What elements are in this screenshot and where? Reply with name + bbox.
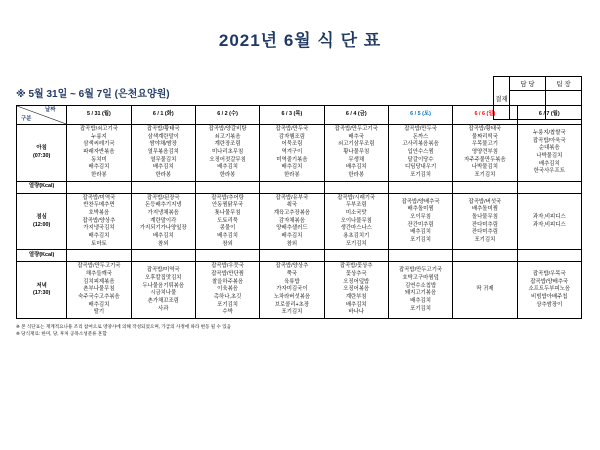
menu-item: 잡곡밥/양배추국: [401, 198, 440, 205]
menu-item: 잡곡밥/꽃상추: [339, 263, 373, 270]
day-header-7: 6 / 7 (월): [517, 106, 581, 125]
menu-item: 돼지고기볶음: [404, 290, 437, 297]
menu-item: 토마토: [91, 240, 107, 247]
menu-item: 오징어덮밥: [343, 278, 370, 285]
menu-item: 감자햄조림: [278, 133, 305, 140]
menu-cell-lunch-6: [453, 193, 517, 250]
meal-name-lunch: 점심: [36, 213, 47, 220]
menu-item: 잡곡밥/만두국: [275, 126, 309, 132]
menu-item: 미소국맛: [345, 210, 367, 217]
menu-item: 포기김치: [410, 236, 431, 243]
menu-item: 삼색계란말이: [147, 133, 179, 140]
menu-item: 파래자반볶음: [83, 149, 115, 156]
menu-item: 김연수소칩밥: [404, 282, 437, 289]
menu-item: 안동찜닭무국: [211, 202, 244, 209]
kcal-lunch-0: [67, 250, 131, 262]
menu-cell-lunch-7: [517, 193, 581, 250]
menu-item: 김치피제볶음: [83, 278, 115, 285]
menu-item: 한라봉: [219, 172, 236, 179]
menu-item: 꽃상추국: [345, 271, 367, 278]
day-header-3: 6 / 3 (목): [260, 106, 324, 125]
menu-item: 잡곡밥/만두국: [404, 126, 437, 132]
kcal-breakfast-4: [324, 181, 388, 193]
menu-item: 촌부나물무침: [83, 286, 115, 293]
menu-item: 포기김치: [474, 172, 496, 179]
menu-cell-dinner-2: [195, 262, 259, 319]
menu-item: 한국사우프트: [533, 168, 565, 175]
period-label: ※ 5월 31일 ~ 6월 7일 (은천요양원): [16, 89, 170, 100]
day-header-2: 6 / 2 (수): [195, 106, 259, 125]
footnote-1: ※ 본 식단표는 재계적요나용 조리 참여으로 영양사에 의해 작성되었으며, 가급의 사정에 따라 변동 될 수 있음: [16, 324, 232, 330]
meal-label-breakfast: [17, 125, 67, 182]
menu-item: 상추쌈장이: [536, 301, 563, 308]
menu-cell-dinner-0: [67, 262, 131, 319]
menu-item: 누룽지: [91, 133, 107, 140]
menu-cell-lunch-1: [131, 193, 195, 250]
kcal-row-lunch: [17, 250, 582, 262]
menu-item: 잡곡밥/미역국: [82, 194, 116, 201]
kcal-lunch-2: [195, 250, 259, 262]
menu-item: 오징어볶음: [343, 286, 370, 293]
meal-name-dinner: 저녁: [36, 282, 47, 289]
kcal-breakfast-1: [131, 181, 195, 193]
menu-cell-lunch-2: [195, 193, 259, 250]
menu-item: 숙주국수고추볶음: [78, 294, 120, 301]
menu-item: 쇠고기삼무조림: [338, 141, 375, 148]
menu-cell-lunch-4: [324, 193, 388, 250]
menu-cell-breakfast-1: [131, 125, 195, 182]
menu-item: 수박: [222, 309, 233, 316]
menu-item: 배추김치: [281, 164, 303, 171]
menu-item: 배추김치: [345, 301, 367, 308]
kcal-lunch-5: [388, 250, 452, 262]
menu-item: 누룽지/찹쌀국: [532, 129, 566, 136]
kcal-lunch-3: [260, 250, 324, 262]
menu-cell-breakfast-7: [517, 125, 581, 182]
menu-item: 잡곡밥/우목국: [532, 271, 566, 278]
menu-item: 잡곡밥/유부국: [275, 194, 309, 201]
menu-item: 참외: [222, 240, 233, 247]
menu-item: 계육고추장볶음: [273, 210, 311, 217]
menu-cell-dinner-6: [453, 262, 517, 319]
meal-row-breakfast: [17, 125, 582, 182]
approval-sign-2[interactable]: [546, 91, 582, 120]
menu-item: 포기김치: [410, 305, 431, 312]
menu-item: 계란말이각: [150, 217, 177, 224]
corner-top-label: 날짜: [45, 107, 56, 113]
menu-item: 잡곡밥/만두고기국: [77, 263, 121, 270]
menu-item: 쌈야채/쌈장: [149, 141, 178, 148]
menu-item: 잔다미추림: [471, 229, 498, 236]
day-header-5: 6 / 5 (토): [388, 106, 452, 125]
menu-item: 돈까스: [412, 133, 429, 140]
menu-item: 배추국: [348, 133, 365, 140]
menu-item: 배추김치: [217, 233, 238, 240]
menu-item: 배추김치: [538, 160, 560, 167]
menu-item: 가지냉채볶음: [147, 210, 179, 217]
menu-item: 황나물무침: [343, 149, 370, 156]
menu-item: 포기김치: [345, 240, 367, 247]
menu-item: 소프트두부피노음: [528, 286, 571, 293]
menu-item: 삼색씨레기국: [83, 141, 115, 148]
menu-item: 포기김치: [281, 309, 303, 316]
meal-row-dinner: [17, 262, 582, 319]
menu-item: 과자,비피디스: [532, 213, 566, 220]
page-title: 2021년 6월 식 단 표: [218, 31, 382, 50]
kcal-row-breakfast: [17, 181, 582, 193]
menu-item: 잡곡밥/아욱국: [532, 137, 566, 144]
approval-box: [493, 76, 582, 120]
menu-item: 잡곡밥/양상추: [275, 263, 309, 270]
day-header-6: 6 / 6 (일): [453, 106, 517, 125]
menu-item: 두나물음기튀볶음: [142, 282, 185, 289]
menu-item: 나박물김치: [471, 164, 498, 171]
menu-item: 순대볶음: [538, 145, 560, 152]
menu-item: 배추김치: [410, 229, 431, 236]
menu-item: 돌나물무침: [471, 213, 498, 220]
menu-item: 사과: [158, 305, 169, 312]
menu-item: 바나나: [348, 309, 365, 316]
menu-cell-lunch-3: [260, 193, 324, 250]
menu-item: 노차라버섯볶음: [273, 294, 311, 301]
menu-item: 오이무침: [410, 213, 431, 220]
meal-time-dinner: (17:30): [32, 290, 51, 297]
menu-item: 배추김치: [345, 164, 367, 171]
menu-item: 배추김치: [88, 301, 110, 308]
kcal-breakfast-7: [517, 181, 581, 193]
menu-item: 촌가채꼬조림: [147, 297, 179, 304]
menu-item: 디딤당내우기: [404, 164, 437, 171]
menu-item: 배추김치: [410, 297, 431, 304]
meal-row-lunch: [17, 193, 582, 250]
menu-item: 역겨구이: [281, 149, 303, 156]
menu-item: 오후칼집맛김치: [145, 274, 182, 281]
menu-item: 브로콜리+초장: [274, 301, 310, 308]
menu-item: 자주주물만두볶음: [464, 156, 506, 163]
approval-sign-1[interactable]: [510, 91, 546, 120]
menu-item: 입안수스찜: [407, 149, 434, 156]
menu-item: 참외: [286, 240, 298, 247]
menu-item: 배추돌미찜: [407, 206, 434, 213]
menu-item: 계란장조림: [214, 141, 241, 148]
menu-item: 비빔밥아배주칩: [531, 294, 568, 301]
day-header-0: 5 / 31 (월): [67, 106, 131, 125]
menu-table: [16, 105, 582, 319]
menu-cell-lunch-5: [388, 193, 452, 250]
menu-item: 가지되기가나양잎장: [139, 225, 187, 232]
menu-item: 포기김치: [410, 172, 431, 179]
menu-item: 잡곡밥/양갈비탕: [208, 126, 247, 132]
meal-name-breakfast: 아침: [36, 145, 47, 152]
menu-item: 촉하나,초깃: [213, 294, 242, 301]
menu-item: 과자,비피디스: [532, 221, 566, 228]
menu-item: 미나리초무침: [211, 149, 244, 156]
kcal-breakfast-5: [388, 181, 452, 193]
menu-item: 잡곡밥/시래기국: [337, 194, 376, 201]
menu-item: 잡곡밥/쇠고기국: [79, 126, 118, 132]
menu-item: 잡곡밥/황태국: [468, 126, 502, 132]
kcal-breakfast-6: [453, 181, 517, 193]
corner-cell: [17, 106, 67, 125]
menu-cell-breakfast-5: [388, 125, 452, 182]
menu-item: 무생채: [348, 156, 365, 163]
menu-cell-dinner-7: [517, 262, 581, 319]
menu-cell-dinner-5: [388, 262, 452, 319]
menu-item: 잡곡밥/황태국: [146, 126, 180, 132]
kcal-lunch-4: [324, 250, 388, 262]
menu-item: 열무볶음김치: [147, 149, 179, 156]
approval-row-label: 결재: [494, 77, 510, 120]
menu-item: 나박물김치: [536, 152, 563, 159]
menu-cell-breakfast-2: [195, 125, 259, 182]
menu-item: 두부조림: [345, 202, 367, 209]
menu-item: 고사리볶음볶음: [402, 141, 439, 148]
kcal-label-lunch: 열량(Kcal): [17, 250, 67, 262]
kcal-lunch-7: [517, 250, 581, 262]
menu-item: 쭉국: [286, 271, 298, 278]
kcal-label-breakfast: 열량(Kcal): [17, 181, 67, 193]
menu-item: 시금치나물: [150, 290, 177, 297]
menu-item: 우목물고기: [471, 141, 498, 148]
approval-col-1: 담 당: [510, 77, 546, 91]
menu-item: 잔다미추림: [471, 221, 498, 228]
menu-item: 육류밥: [284, 278, 300, 285]
kcal-lunch-1: [131, 250, 195, 262]
menu-item: 가지냉국김치: [83, 225, 115, 232]
menu-item: 잔간미추림: [407, 221, 434, 228]
menu-item: 배추돌미찜: [471, 206, 498, 213]
menu-document: [0, 26, 600, 450]
menu-item: 잡곡밥/버섯국: [468, 198, 502, 205]
menu-cell-breakfast-4: [324, 125, 388, 182]
menu-item: 용초김치기: [343, 233, 370, 240]
meal-label-dinner: [17, 262, 67, 319]
menu-item: 잡곡밥/양배추국: [530, 278, 569, 285]
menu-item: 호박고구마찜덮: [402, 274, 439, 281]
menu-item: 딸기: [93, 309, 105, 316]
menu-item: 배추김치: [152, 164, 174, 171]
menu-cell-breakfast-3: [260, 125, 324, 182]
menu-item: 콩물이: [219, 225, 236, 232]
menu-cell-lunch-0: [67, 193, 131, 250]
meal-time-breakfast: (07:30): [32, 152, 51, 159]
menu-item: 잡곡밥/양상추: [82, 217, 116, 224]
menu-item: 쇠고기볶음: [214, 133, 241, 140]
day-header-1: 6 / 1 (화): [131, 106, 195, 125]
kcal-lunch-6: [453, 250, 517, 262]
menu-item: 포기김치: [474, 236, 496, 243]
kcal-breakfast-2: [195, 181, 259, 193]
menu-item: 한라봉: [91, 172, 107, 179]
menu-cell-dinner-1: [131, 262, 195, 319]
corner-bottom-label: 구분: [21, 116, 32, 123]
menu-item: 계란부침: [345, 294, 367, 301]
meal-label-lunch: [17, 193, 67, 250]
menu-item: 참외: [158, 240, 169, 247]
menu-item: 잡곡밥/우뭇국: [211, 263, 244, 270]
menu-cell-breakfast-6: [453, 125, 517, 182]
menu-item: 영양견부침: [471, 149, 498, 156]
menu-item: 물짜리떡국: [471, 133, 498, 140]
menu-item: 어묵조림: [281, 141, 303, 148]
menu-item: 양배추샐러드: [276, 225, 308, 232]
menu-item: 감자채볶음: [278, 217, 305, 224]
menu-cell-breakfast-0: [67, 125, 131, 182]
menu-item: 한라봉: [284, 172, 300, 179]
menu-item: 생간마스나스: [340, 225, 372, 232]
menu-item: 배추김치: [88, 164, 110, 171]
menu-item: 포기김치: [217, 301, 238, 308]
approval-col-2: 팀 장: [546, 77, 582, 91]
menu-item: 배추김치: [152, 233, 174, 240]
menu-item: 찰을하주볶음: [211, 278, 244, 285]
footnote-2: ※ 당식재료: 한미, 당, 후처 공목소성분류 혼합: [16, 331, 107, 337]
menu-item: 도토리묵: [217, 217, 238, 224]
menu-item: 열무물김치: [150, 156, 177, 163]
day-header-4: 6 / 4 (금): [324, 106, 388, 125]
menu-item: 동치미: [91, 156, 107, 163]
menu-item: 배추김치: [281, 233, 303, 240]
menu-item: 잡곡밥/미역국: [146, 267, 180, 274]
menu-item: 오이나물무침: [340, 217, 372, 224]
menu-item: 배추김치: [217, 164, 238, 171]
menu-item: 달갈이당수: [407, 156, 434, 163]
menu-item: 배추김치: [88, 233, 110, 240]
menu-item: 잡곡밥/만단찜: [211, 271, 244, 278]
menu-cell-dinner-3: [260, 262, 324, 319]
menu-item: 한라봉: [155, 172, 172, 179]
menu-item: 잡곡밥/된장국: [146, 194, 180, 201]
menu-item: 딱 귀제: [476, 286, 494, 293]
menu-item: 잡곡밥/추어탕: [211, 194, 244, 201]
menu-item: 미역줄기볶음: [276, 156, 308, 163]
menu-item: 잡곡밥/만두고기국: [334, 126, 378, 132]
menu-item: 반찬두메추면: [83, 202, 115, 209]
meal-time-lunch: (12:00): [32, 221, 51, 228]
menu-item: 돈등배추기지냉: [145, 202, 182, 209]
kcal-breakfast-0: [67, 181, 131, 193]
menu-item: 잡곡밥/만두고기국: [398, 267, 443, 274]
menu-item: 이육볶음: [217, 286, 238, 293]
menu-item: 오징어젓갈무침: [209, 156, 246, 163]
menu-item: 해추들깨국: [85, 271, 112, 278]
kcal-breakfast-3: [260, 181, 324, 193]
menu-item: 가자미김국이: [276, 286, 308, 293]
footnotes: [16, 323, 584, 338]
menu-item: 호박볶음: [88, 210, 110, 217]
menu-item: 한라봉: [348, 172, 365, 179]
menu-item: 쵝국: [286, 202, 298, 209]
menu-item: 톳나물무침: [214, 210, 241, 217]
menu-cell-dinner-4: [324, 262, 388, 319]
